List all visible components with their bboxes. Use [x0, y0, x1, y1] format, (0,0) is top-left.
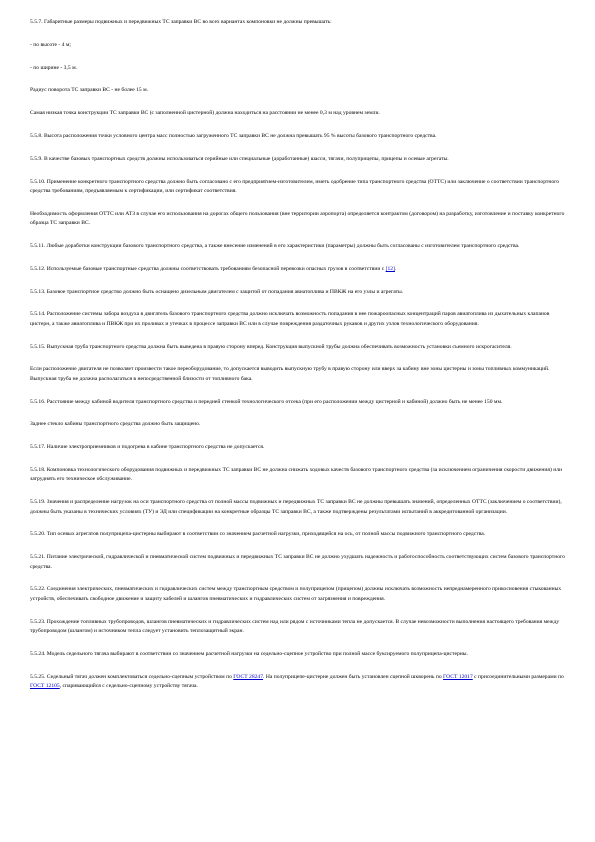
paragraph	[30, 343, 565, 352]
standard-reference-link[interactable]: ГОСТ 12017	[443, 673, 473, 680]
paragraph-text: 5.5.14. Расположение системы забора воздуха в двигатель базового транспортного средства должно исключать возможность попадания в нее пожароопасных концентраций паров авиатоплива из дыхательных клапанов цистерн, а также авиатоплива и ПВКЖ при их проливах и утечках в процессе заправки ВС или в случае повреждения раздаточных рукавов и других узлов технологического оборудования.	[30, 311, 550, 327]
paragraph	[30, 585, 565, 604]
paragraph	[30, 530, 565, 539]
paragraph	[30, 64, 565, 73]
paragraph	[30, 265, 565, 274]
paragraph-text: 5.5.21. Питание электрической, гидравлической и пневматической систем подвижных и передвижных ТС заправки ВС не должно ухудшать надежность и работоспособность соответствующих систем базового транспортного средства.	[30, 554, 565, 570]
paragraph-text: 5.5.9. В качестве базовых транспортных средств должны использоваться серийные или специальные (доработанные) шасси, тягачи, полуприцепы, прицепы и осевые агрегаты.	[30, 155, 449, 162]
paragraph-text: - по ширине - 3,5 м.	[30, 64, 78, 71]
paragraph-text: 5.5.25. Седельный тягач должен комплектоваться седельно-сцепным устройством по	[30, 673, 234, 680]
paragraph-text: с присоединительными размерами по	[472, 673, 564, 680]
standard-reference-link[interactable]: ГОСТ 28247	[233, 673, 264, 680]
paragraph-text: 5.5.20. Тип осевых агрегатов полуприцепа-цистерны выбирают в соответствии со значением расчетной нагрузки, приходящейся на ось, от полной массы подвижного транспортного средства.	[30, 531, 486, 538]
paragraph-text: 5.5.22. Соединения электрических, пневматических и гидравлических систем между транспортным средством и полуприцепом (прицепом) должны исключать возможность непреднамеренного прикосновения стыкованных устройств, обеспечивать свободное движение и защиту кабелей и шлангов пневматических и гидравлических систем от загрязнения и повреждения.	[30, 586, 562, 602]
paragraph	[30, 288, 565, 297]
paragraph	[30, 498, 565, 517]
paragraph	[30, 155, 565, 164]
paragraph-text: Радиус поворота ТС заправки ВС - не более 15 м.	[30, 87, 149, 94]
paragraph-text: 5.5.8. Высота расположения точки условного центра масс полностью загруженного ТС заправки ВС не должна превышать 95 % высоты базового транспортного средства.	[30, 132, 437, 139]
paragraph	[30, 86, 565, 95]
paragraph	[30, 242, 565, 251]
paragraph	[30, 365, 565, 384]
paragraph-text: Если расположение двигателя не позволяет произвести такое переоборудование, то допускается выводить выпускную трубу в правую сторону или вверх за кабину вне зоны цистерны и зоны топливных коммуникаций. Выпускная труба не должна располагаться в непосредственной близости от топливного бака.	[30, 366, 550, 382]
paragraph-text: - по высоте - 4 м;	[30, 41, 71, 48]
paragraph-text: 5.5.7. Габаритные размеры подвижных и передвижных ТС заправки ВС во всех вариантах компоновки не должны превышать:	[30, 19, 332, 25]
paragraph	[30, 553, 565, 572]
paragraph	[30, 398, 565, 407]
paragraph	[30, 18, 565, 27]
paragraph-text: Необходимость оформления ОТТС или АТЗ в случае его использования на дорогах общего пользования (вне территории аэропорта) определяется контрактом (договором) на разработку, изготовление и поставку конкретного образца ТС заправки ВС.	[30, 210, 565, 227]
paragraph-text: 5.5.23. Прохождение топливных трубопроводов, шлангов пневматических и гидравлических систем над или рядом с источниками тепла не допускается. В случае невозможности выполнения настоящего требования между трубопроводом (шлангом) и источником тепла следует установить теплозащитный экран.	[30, 618, 560, 634]
paragraph-text: 5.5.18. Компоновка технологического оборудования подвижных и передвижных ТС заправки ВС не должна снижать ходовых качеств базового транспортного средства (за исключением ограничения скорости движения) или затруднять его техническое обслуживание.	[30, 466, 563, 483]
paragraph-text: 5.5.11. Любые доработки конструкции базового транспортного средства, а также внесение изменений в его характеристики (параметры) должны быть согласованы с изготовителем транспортного средства.	[30, 242, 520, 249]
standard-reference-link[interactable]: [12]	[385, 265, 395, 272]
paragraph-text: 5.5.12. Используемые базовые транспортные средства должны соответствовать требованиям безопасной перевозки опасных грузов в соответствии с	[30, 265, 386, 272]
paragraph-text: , спаривающийся с седельно-сцепному устройству тягача.	[59, 682, 198, 689]
paragraph-text: 5.5.24. Модель седельного тягача выбирают в соответствии со значением расчетной нагрузки на седельно-сцепное устройство при полной массе буксируемого полуприцепа-цистерны.	[30, 650, 468, 657]
paragraph	[30, 109, 565, 118]
paragraph	[30, 673, 565, 692]
paragraph	[30, 210, 565, 229]
paragraph	[30, 618, 565, 637]
paragraph-text: .	[394, 265, 397, 272]
standard-reference-link[interactable]: ГОСТ 12105	[30, 682, 60, 689]
paragraph	[30, 41, 565, 50]
paragraph	[30, 443, 565, 452]
paragraph-text: 5.5.16. Расстояние между кабиной водителя транспортного средства и передней стенкой технологического отсека (при его расположении между цистерной и кабиной) должно быть не менее 150 мм.	[30, 398, 503, 405]
paragraph	[30, 178, 565, 197]
paragraph	[30, 310, 565, 329]
paragraph-text: Заднее стекло кабины транспортного средства должно быть защищено.	[30, 421, 201, 428]
paragraph	[30, 466, 565, 485]
paragraph	[30, 132, 565, 141]
paragraph-text: 5.5.15. Выпускная труба транспортного средства должна быть выведена в правую сторону вперед. Конструкция выпускной трубы должна обеспечивать возможность установки съемного искрогасителя.	[30, 343, 512, 350]
paragraph-text: 5.5.10. Применение конкретного транспортного средства должно быть согласовано с его предприятием-изготовителем, иметь одобрение типа транспортного средства (ОТТС) или заключение о соответствии транспортного средства требованиям, предъявляемым к сертификации, или сертификат соответствия.	[30, 178, 560, 194]
paragraph	[30, 420, 565, 429]
paragraph	[30, 650, 565, 659]
paragraph-text: . На полуприцепе-цистерне должен быть установлен сцепной шкворень по	[263, 673, 444, 680]
paragraph-text: 5.5.13. Базовое транспортное средство должно быть оснащено дизельным двигателем с защитой от попадания авиатоплива и ПВКЖ на его узлы и агрегаты.	[30, 288, 404, 295]
paragraph-text: 5.5.19. Значения и распределение нагрузок на оси транспортного средства от полной массы подвижных и передвижных ТС заправки ВС не должны превышать значений, определенных ОТТС (заключением о соответствии), должны быть указаны в технических условиях (ТУ) и ЭД или спецификации на конкретные образцы ТС заправки ВС, а также подтверждены результатами испытаний в аккредитованной организации.	[30, 499, 562, 515]
paragraph-text: Самая низкая точка конструкции ТС заправки ВС (с заполненной цистерной) должна находиться на расстоянии не менее 0,3 м над уровнем земли.	[30, 110, 380, 117]
paragraph-text: 5.5.17. Наличие электроприемников и подогрева в кабине транспортного средства не допускается.	[30, 444, 265, 451]
